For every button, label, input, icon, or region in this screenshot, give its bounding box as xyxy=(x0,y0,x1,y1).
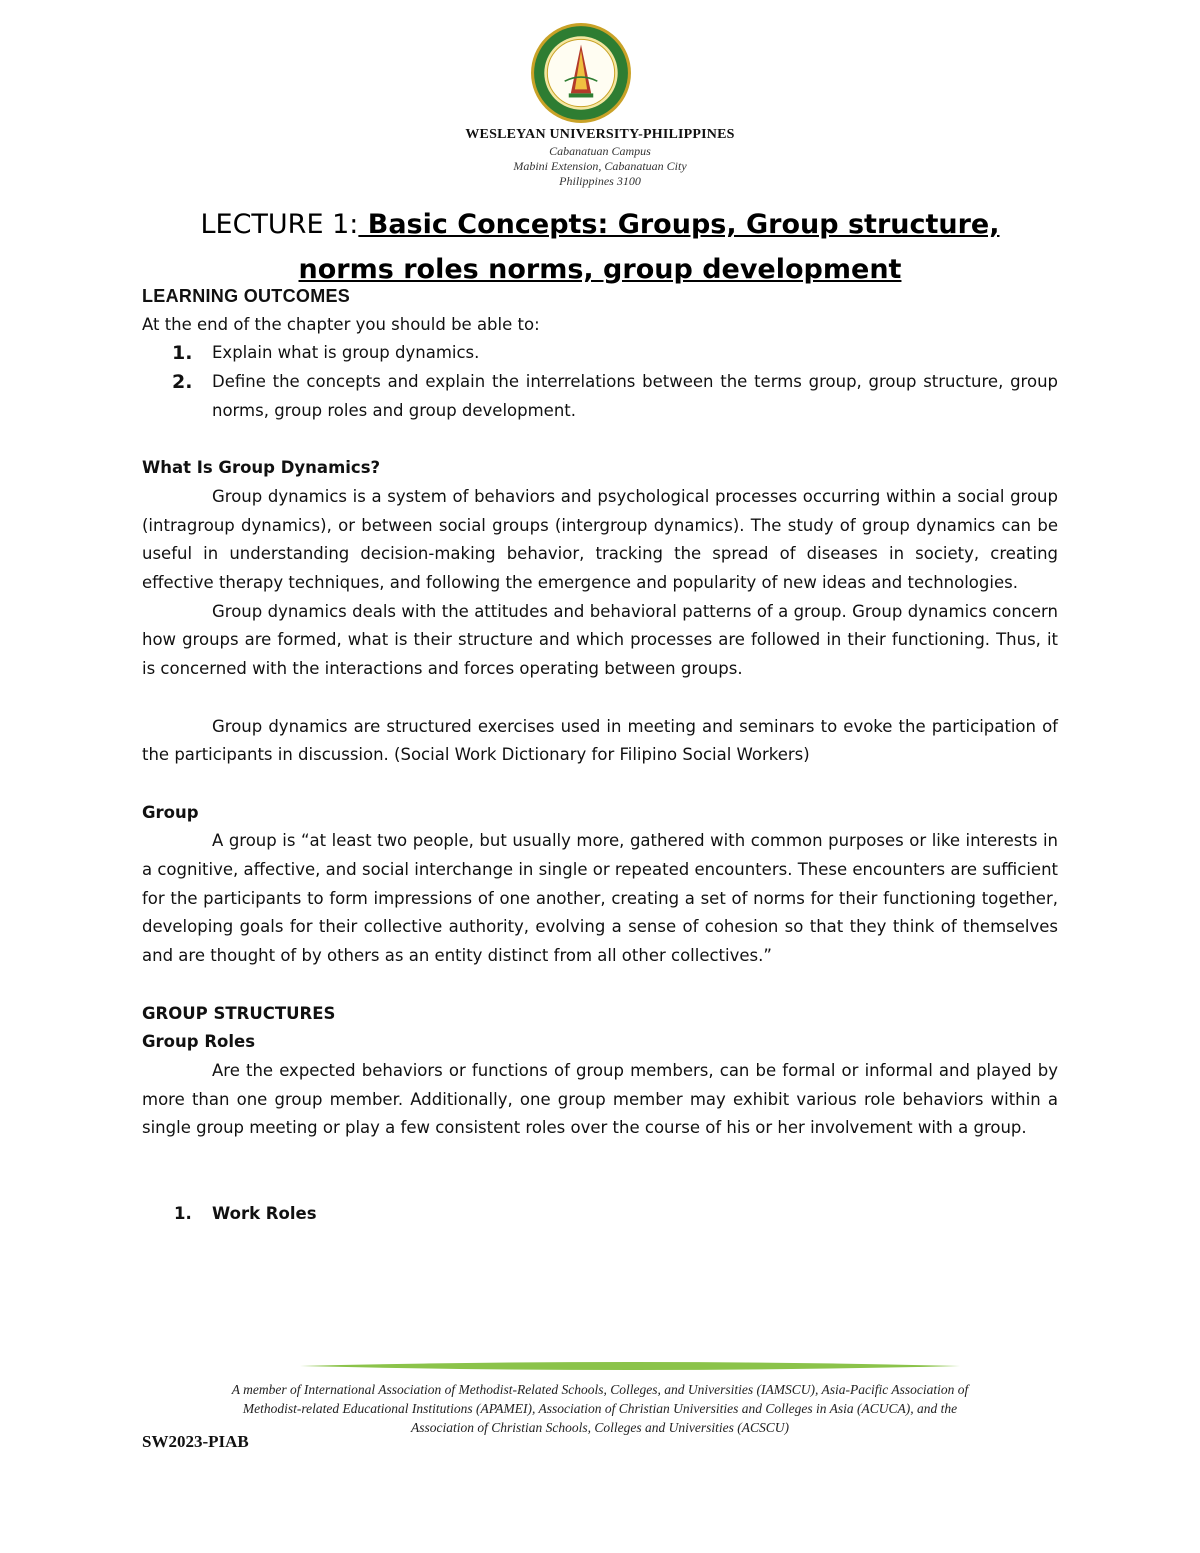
lecture-title-line2: norms roles norms, group development xyxy=(298,254,902,285)
group-dynamics-paragraph-1: Group dynamics is a system of behaviors and psychological processes occurring within a social group (intragroup dynamics), or between social groups (intergroup dynamics). The study of group dynamics can be useful in understanding decision-making behavior, tracking the spread of diseases in society, creating effective therapy techniques, and following the emergence and popularity of new ideas and technologies. xyxy=(142,486,1058,593)
university-name: WESLEYAN UNIVERSITY-PHILIPPINES xyxy=(465,127,735,142)
lecture-title xyxy=(100,202,1100,292)
outcome-item xyxy=(142,339,1058,368)
outcome-text: Explain what is group dynamics. xyxy=(212,343,480,363)
work-roles-list-item xyxy=(142,1200,1058,1229)
outcome-text: Define the concepts and explain the interrelations between the terms group, group structure, group norms, group roles and group development. xyxy=(212,372,1058,420)
footer-affiliations: A member of International Association of Methodist-Related Schools, Colleges, and Universities (IAMSCU), Asia-Pacific Association of Methodist-related Educational Institutions (APAMEI), Association of Christian Universities and Colleges in Asia (ACUCA), and the Association of Christian Schools, Colleges and Universities (ACSCU) xyxy=(231,1382,969,1435)
footer-divider xyxy=(300,1358,960,1374)
work-roles-label: Work Roles xyxy=(212,1204,317,1224)
group-paragraph: A group is “at least two people, but usually more, gathered with common purposes or like interests in a cognitive, affective, and social interchange in single or repeated encounters. These encounters are sufficient for the participants to form impressions of one another, creating a set of norms for their functioning together, developing goals for their collective authority, evolving a sense of cohesion so that they think of themselves and are thought of by others as an entity distinct from all other collectives.” xyxy=(142,831,1058,966)
university-seal-logo xyxy=(530,22,632,124)
lecture-title-prefix: LECTURE 1: xyxy=(200,209,359,240)
campus-address: Mabini Extension, Cabanatuan City xyxy=(513,159,687,173)
campus-country: Philippines 3100 xyxy=(559,174,641,188)
lecture-title-line1: Basic Concepts: Groups, Group structure, xyxy=(358,209,1000,240)
learning-outcomes-heading: LEARNING OUTCOMES xyxy=(142,286,351,306)
outcome-number: 2. xyxy=(172,371,193,394)
outcome-number: 1. xyxy=(172,342,193,365)
group-dynamics-heading: What Is Group Dynamics? xyxy=(142,458,381,478)
group-dynamics-paragraph-2: Group dynamics deals with the attitudes and behavioral patterns of a group. Group dynamics concern how groups are formed, what is their structure and which processes are followed in their functioning. Thus, it is concerned with the interactions and forces operating between groups. xyxy=(142,601,1058,679)
document-body xyxy=(142,282,1058,1229)
group-roles-heading: Group Roles xyxy=(142,1032,256,1052)
group-dynamics-paragraph-3: Group dynamics are structured exercises used in meeting and seminars to evoke the participation of the participants in discussion. (Social Work Dictionary for Filipino Social Workers) xyxy=(142,716,1058,765)
work-roles-number: 1. xyxy=(174,1204,192,1224)
group-roles-paragraph: Are the expected behaviors or functions of group members, can be formal or informal and played by more than one group member. Additionally, one group member may exhibit various role behaviors within a single group meeting or play a few consistent roles over the course of his or her involvement with a group. xyxy=(142,1060,1058,1138)
campus-name: Cabanatuan Campus xyxy=(549,144,651,158)
group-structures-heading: GROUP STRUCTURES xyxy=(142,1003,336,1023)
outcome-item xyxy=(142,368,1058,425)
learning-outcomes-intro: At the end of the chapter you should be able to: xyxy=(142,314,540,334)
footer-document-code: SW2023-PIAB xyxy=(142,1432,249,1451)
group-heading: Group xyxy=(142,802,199,822)
